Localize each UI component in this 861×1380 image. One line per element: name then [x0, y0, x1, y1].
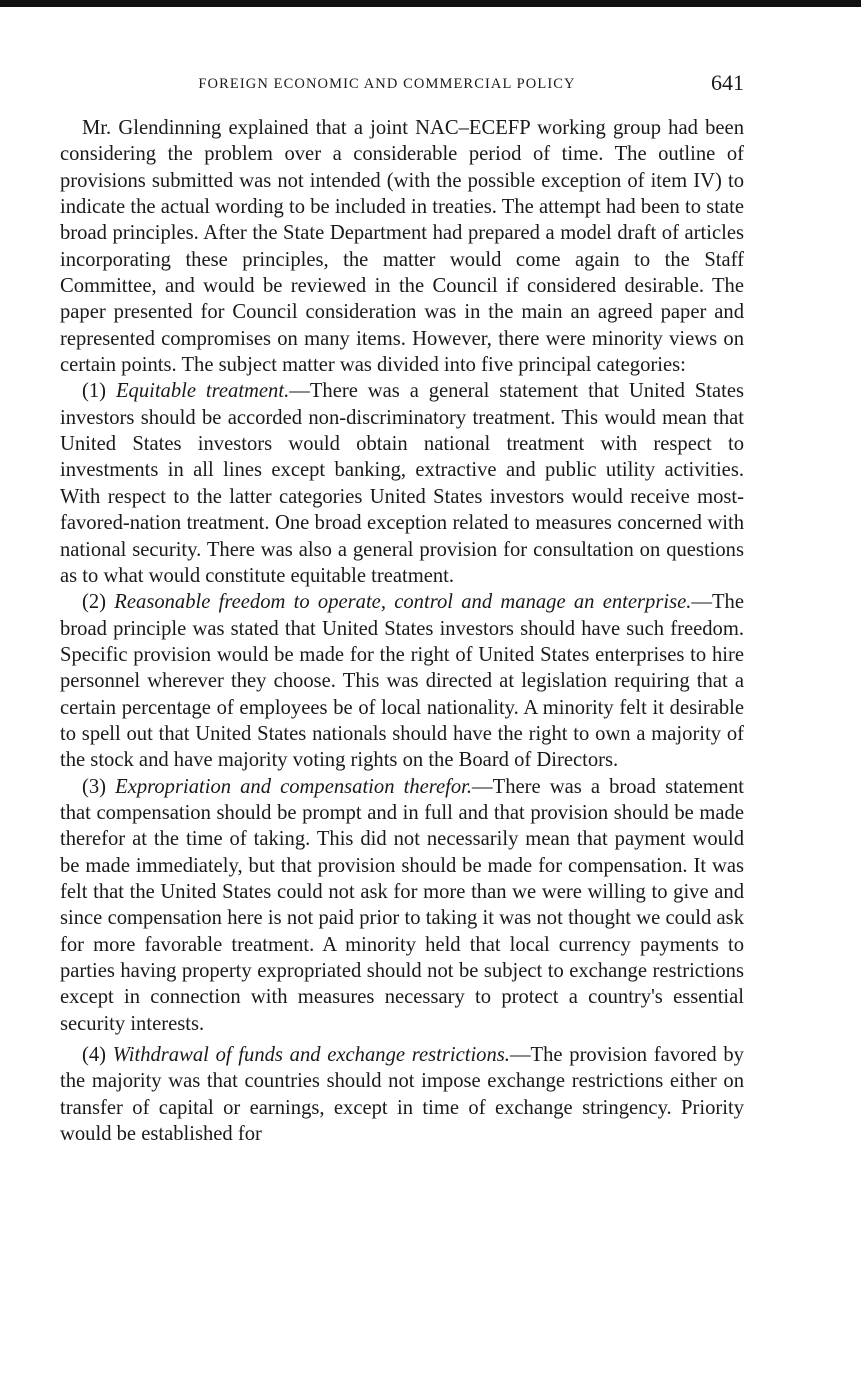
paragraph-equitable-treatment	[60, 378, 744, 589]
section-heading: Withdrawal of funds and exchange restrictions.	[112, 1044, 510, 1067]
paragraph-number: (1)	[82, 380, 107, 403]
paragraph-number: (4)	[82, 1044, 107, 1067]
page-header	[60, 70, 744, 104]
top-border-rule	[0, 0, 861, 7]
paragraph-text: —The provision favored by the majority was that countries should not impose exchange restrictions either on transfer of capital or earnings, except in time of exchange stringency. Priority would be established for	[60, 1044, 744, 1146]
paragraph-expropriation	[60, 774, 744, 1037]
paragraph-text: —There was a general statement that United States investors should be accorded non-discriminatory treatment. This would mean that United States investors would obtain national treatment with respect to investments in all lines except banking, extractive and public utility activities. With respect to the latter categories United States investors would receive most-favored-nation treatment. One broad exception related to measures concerned with national security. There was also a general provision for consultation on questions as to what would constitute equitable treatment.	[60, 380, 745, 587]
section-heading: Reasonable freedom to operate, control and manage an enterprise.	[114, 591, 692, 614]
page-number: 641	[711, 70, 744, 95]
paragraph-text: —The broad principle was stated that United States investors should have such freedom. Specific provision would be made for the right of United States enterprises to hire personnel wherever they choose. This was directed at legislation requiring that a certain percentage of employees be of local nationality. A minority felt it desirable to spell out that United States nationals should have the right to own a majority of the stock and have majority voting rights on the Board of Directors.	[60, 591, 744, 772]
paragraph-freedom-to-operate	[60, 589, 744, 773]
running-head: FOREIGN ECONOMIC AND COMMERCIAL POLICY	[198, 76, 576, 92]
paragraph-text: —There was a broad statement that compensation should be prompt and in full and that provision should be made therefor at the time of taking. This did not necessarily mean that payment would be made immediately, but that provision should be made for compensation. It was felt that the United States could not ask for more than we were willing to give and since compensation here is not paid prior to taking it was not thought we could ask for more favorable treatment. A minority held that local currency payments to parties having property expropriated should not be subject to exchange restrictions except in connection with measures necessary to protect a country's essential security interests.	[60, 775, 744, 1035]
section-heading: Equitable treatment.	[115, 380, 290, 403]
paragraph-number: (3)	[82, 775, 107, 798]
paragraph-withdrawal-of-funds	[60, 1042, 744, 1147]
body-text	[60, 115, 744, 1147]
paragraph-number: (2)	[82, 591, 107, 614]
section-heading: Expropriation and compensation therefor.	[115, 775, 473, 798]
paragraph-text: Mr. Glendinning explained that a joint NAC–ECEFP working group had been considering the problem over a considerable period of time. The outline of provisions submitted was not intended (with the possible exception of item IV) to indicate the actual wording to be included in treaties. The attempt had been to state broad principles. After the State Department had prepared a model draft of articles incorporating these principles, the matter would come again to the Staff Committee, and would be reviewed in the Council if considered desirable. The paper presented for Council consideration was in the main an agreed paper and represented compromises on many items. However, there were minority views on certain points. The subject matter was divided into five principal categories:	[60, 117, 744, 377]
paragraph-intro	[60, 115, 744, 378]
